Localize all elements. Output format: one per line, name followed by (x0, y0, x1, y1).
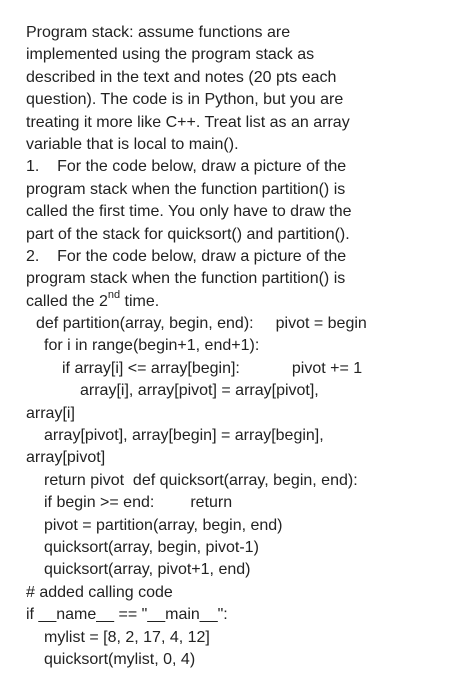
code-return: return (190, 494, 233, 512)
intro-line: treating it more like C++. Treat list as an array (26, 113, 350, 131)
question-2-line: program stack when the function partition() is (26, 270, 346, 288)
code-line: quicksort(mylist, 0, 4) (44, 650, 196, 668)
code-line: for i in range(begin+1, end+1): (44, 337, 260, 355)
code-line: quicksort(array, begin, pivot-1) (44, 538, 259, 556)
question-1-line: 1. For the code below, draw a picture of the (26, 158, 347, 176)
code-line (26, 313, 426, 335)
question-1-line: part of the stack for quicksort() and partition(). (26, 225, 350, 243)
code-if-compare: if array[i] <= array[begin]: (62, 359, 240, 377)
intro-line: described in the text and notes (20 pts each (26, 68, 337, 86)
code-line (26, 358, 426, 380)
code-line: mylist = [8, 2, 17, 4, 12] (44, 628, 210, 646)
question-1-line: program stack when the function partition() is (26, 180, 346, 198)
code-line: if __name__ == "__main__": (26, 606, 228, 624)
code-line: quicksort(array, pivot+1, end) (44, 561, 251, 579)
question-2-line: 2. For the code below, draw a picture of the (26, 247, 347, 265)
code-line: array[i], array[pivot] = array[pivot], (80, 382, 319, 400)
ordinal-superscript: nd (107, 289, 121, 302)
code-line: return pivot def quicksort(array, begin, end): (44, 471, 358, 489)
code-if-base-case: if begin >= end: (44, 494, 155, 512)
code-pivot-increment: pivot += 1 (291, 359, 363, 377)
code-line: pivot = partition(array, begin, end) (44, 516, 283, 534)
intro-line: implemented using the program stack as (26, 46, 315, 64)
document-body (26, 22, 426, 671)
question-2-last-line (26, 291, 426, 313)
intro-line: Program stack: assume functions are (26, 24, 291, 41)
question-2-text-end: time. (120, 292, 160, 310)
code-def-partition: def partition(array, begin, end): (36, 315, 254, 333)
question-1-line: called the first time. You only have to draw the (26, 203, 352, 221)
code-pivot-init: pivot = begin (275, 315, 367, 333)
question-2-text: called the 2 (26, 292, 108, 310)
code-line: array[pivot], array[begin] = array[begin], (44, 427, 324, 445)
code-line: array[i] (26, 404, 75, 422)
code-line: # added calling code (26, 583, 173, 601)
code-line (26, 492, 426, 514)
intro-line: variable that is local to main(). (26, 135, 239, 153)
code-line: array[pivot] (26, 449, 106, 467)
intro-line: question). The code is in Python, but you are (26, 91, 344, 109)
